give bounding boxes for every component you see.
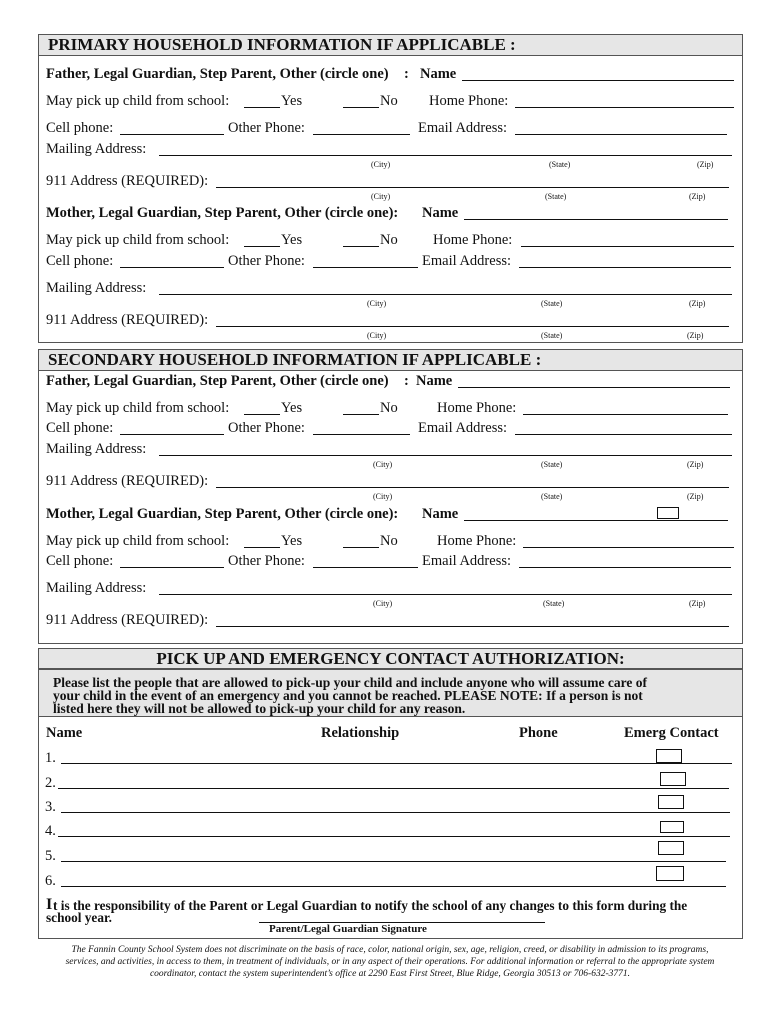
father-pickup-no-label: No: [380, 93, 398, 109]
contact-row-number: 1.: [45, 750, 56, 766]
nondiscrimination-line2: services, and activities, in access to them, in treatment of individuals, or in any aspect of their operations. For additional information or referral to the appropriate system: [65, 957, 715, 967]
zip-caption: (Zip): [697, 160, 714, 169]
father-pickup-label: May pick up child from school:: [46, 93, 230, 109]
father-guardian-label: Father, Legal Guardian, Step Parent, Other (circle one): [46, 66, 389, 82]
zip-caption: (Zip): [687, 492, 704, 501]
nondiscrimination-line1: The Fannin County School System does not discriminate on the basis of race, color, national origin, sex, age, religion, creed, or disability in admission to its programs,: [71, 945, 709, 955]
sec-mother-mailing-label: Mailing Address:: [46, 580, 147, 596]
responsibility-line1: t is the responsibility of the Parent or Legal Guardian to notify the school of any changes to this form during the: [53, 898, 688, 913]
zip-caption: (Zip): [687, 331, 704, 340]
sec-mother-email-field[interactable]: [519, 567, 731, 568]
primary-household-title: PRIMARY HOUSEHOLD INFORMATION IF APPLICABLE :: [48, 35, 516, 54]
father-cell-phone-field[interactable]: [120, 134, 224, 135]
sec-mother-911-field[interactable]: [216, 626, 729, 627]
sec-father-home-phone-field[interactable]: [523, 414, 728, 415]
contact-row-number: 3.: [45, 799, 56, 815]
col-name-header: Name: [46, 725, 83, 741]
mother-pickup-no-field[interactable]: [343, 246, 379, 247]
mother-other-phone-label: Other Phone:: [228, 253, 305, 269]
mother-911-field[interactable]: [216, 326, 729, 327]
mother-pickup-yes-field[interactable]: [244, 246, 280, 247]
mother-email-field[interactable]: [519, 267, 731, 268]
mother-guardian-label: Mother, Legal Guardian, Step Parent, Other (circle one):: [46, 205, 399, 221]
city-caption: (City): [371, 192, 391, 201]
pickup-instructions-line3: listed here they will not be allowed to pick-up your child for any reason.: [53, 701, 466, 716]
sec-father-guardian-label: Father, Legal Guardian, Step Parent, Other (circle one): [46, 373, 389, 389]
sec-father-name-field[interactable]: [458, 387, 730, 388]
contact-row-4-field[interactable]: [58, 836, 730, 837]
city-caption: (City): [373, 599, 393, 608]
primary-household-header: [38, 34, 743, 56]
father-other-phone-field[interactable]: [313, 134, 410, 135]
father-911-label: 911 Address (REQUIRED):: [46, 173, 209, 189]
contact-row-number: 4.: [45, 823, 56, 839]
contact-row-number: 2.: [45, 775, 56, 791]
nondiscrimination-line3: coordinator, contact the system superintendent’s office at 2290 East First Street, Blue Ridge, Georgia 30513 or 706-632-3771.: [149, 969, 631, 979]
sec-mother-other-phone-label: Other Phone:: [228, 553, 305, 569]
contact-row-5-field[interactable]: [61, 861, 726, 862]
sec-mother-name-label: Name: [422, 506, 459, 522]
sec-father-email-field[interactable]: [515, 434, 732, 435]
sec-father-pickup-no-field[interactable]: [343, 414, 379, 415]
contact-row-6-field[interactable]: [61, 886, 726, 887]
responsibility-line2: school year.: [46, 910, 112, 925]
sec-mother-home-phone-field[interactable]: [523, 547, 734, 548]
sec-father-name-label: Name: [416, 373, 453, 389]
sec-mother-pickup-no-field[interactable]: [343, 547, 379, 548]
emerg-contact-checkbox-3[interactable]: [658, 795, 684, 809]
sec-mother-home-phone-label: Home Phone:: [437, 533, 517, 549]
father-name-field[interactable]: [462, 80, 734, 81]
pickup-header-title: PICK UP AND EMERGENCY CONTACT AUTHORIZATION:: [156, 649, 625, 668]
zip-caption: (Zip): [689, 299, 706, 308]
sec-father-pickup-yes-label: Yes: [281, 400, 303, 416]
father-pickup-no-field[interactable]: [343, 107, 379, 108]
father-pickup-yes-label: Yes: [281, 93, 303, 109]
mother-911-label: 911 Address (REQUIRED):: [46, 312, 209, 328]
city-caption: (City): [371, 160, 391, 169]
mother-cell-phone-label: Cell phone:: [46, 253, 114, 269]
sec-mother-pickup-yes-label: Yes: [281, 533, 303, 549]
city-caption: (City): [373, 460, 393, 469]
sec-mother-name-field[interactable]: [464, 520, 728, 521]
col-phone-header: Phone: [519, 725, 558, 741]
sec-father-mailing-label: Mailing Address:: [46, 441, 147, 457]
sec-mother-pickup-yes-field[interactable]: [244, 547, 280, 548]
responsibility-initial: I: [46, 896, 53, 913]
mother-email-label: Email Address:: [422, 253, 512, 269]
father-home-phone-field[interactable]: [515, 107, 734, 108]
mother-name-label: Name: [422, 205, 459, 221]
sec-mother-pickup-no-label: No: [380, 533, 398, 549]
father-pickup-yes-field[interactable]: [244, 107, 280, 108]
father-mailing-field[interactable]: [159, 155, 732, 156]
emerg-contact-checkbox-5[interactable]: [658, 841, 684, 855]
city-caption: (City): [373, 492, 393, 501]
mother-pickup-label: May pick up child from school:: [46, 232, 230, 248]
city-caption: (City): [367, 331, 387, 340]
zip-caption: (Zip): [689, 192, 706, 201]
state-caption: (State): [541, 299, 563, 308]
colon: :: [404, 373, 409, 389]
mother-pickup-yes-label: Yes: [281, 232, 303, 248]
sec-father-pickup-yes-field[interactable]: [244, 414, 280, 415]
father-other-phone-label: Other Phone:: [228, 120, 305, 136]
sec-father-other-phone-field[interactable]: [313, 434, 410, 435]
mother-mailing-field[interactable]: [159, 294, 732, 295]
signature-label: Parent/Legal Guardian Signature: [269, 923, 427, 935]
sec-mother-other-phone-field[interactable]: [313, 567, 418, 568]
father-email-field[interactable]: [515, 134, 727, 135]
col-relationship-header: Relationship: [321, 725, 400, 741]
sec-mother-email-label: Email Address:: [422, 553, 512, 569]
col-emerg-header: Emerg Contact: [624, 725, 719, 741]
sec-mother-guardian-label: Mother, Legal Guardian, Step Parent, Other (circle one):: [46, 506, 399, 522]
sec-father-911-field[interactable]: [216, 487, 729, 488]
mother-cell-phone-field[interactable]: [120, 267, 224, 268]
sec-father-cell-phone-field[interactable]: [120, 434, 224, 435]
contact-row-1-field[interactable]: [61, 763, 732, 764]
emerg-contact-checkbox-4[interactable]: [660, 821, 684, 833]
pickup-instructions-line2: your child in the event of an emergency and you cannot be reached. PLEASE NOTE: If a person is not: [53, 688, 643, 703]
emerg-contact-checkbox-1[interactable]: [656, 749, 682, 763]
father-home-phone-label: Home Phone:: [429, 93, 509, 109]
contact-row-number: 6.: [45, 873, 56, 889]
father-mailing-label: Mailing Address:: [46, 141, 147, 157]
sec-mother-pickup-label: May pick up child from school:: [46, 533, 230, 549]
father-email-label: Email Address:: [418, 120, 508, 136]
sec-mother-cell-phone-label: Cell phone:: [46, 553, 114, 569]
father-name-label: Name: [420, 66, 457, 82]
pickup-instructions-line1: Please list the people that are allowed to pick-up your child and include anyone who will assume care of: [53, 675, 648, 690]
secondary-household-title: SECONDARY HOUSEHOLD INFORMATION IF APPLICABLE :: [48, 350, 542, 369]
contact-row-number: 5.: [45, 848, 56, 864]
mother-home-phone-field[interactable]: [521, 246, 734, 247]
contact-row-3-field[interactable]: [61, 812, 730, 813]
secondary-household-header: [38, 349, 743, 371]
state-caption: (State): [541, 331, 563, 340]
state-caption: (State): [541, 492, 563, 501]
father-911-field[interactable]: [216, 187, 729, 188]
sec-father-pickup-no-label: No: [380, 400, 398, 416]
sec-father-cell-phone-label: Cell phone:: [46, 420, 114, 436]
sec-mother-911-label: 911 Address (REQUIRED):: [46, 612, 209, 628]
mother-home-phone-label: Home Phone:: [433, 232, 513, 248]
mother-name-field[interactable]: [464, 219, 728, 220]
state-caption: (State): [541, 460, 563, 469]
emerg-contact-checkbox-2[interactable]: [660, 772, 686, 786]
contact-row-2-field[interactable]: [58, 788, 729, 789]
emerg-contact-checkbox-6[interactable]: [656, 866, 684, 881]
sec-father-mailing-field[interactable]: [159, 455, 732, 456]
sec-father-911-label: 911 Address (REQUIRED):: [46, 473, 209, 489]
sec-father-email-label: Email Address:: [418, 420, 508, 436]
city-caption: (City): [367, 299, 387, 308]
state-caption: (State): [545, 192, 567, 201]
zip-caption: (Zip): [689, 599, 706, 608]
sec-father-home-phone-label: Home Phone:: [437, 400, 517, 416]
sec-father-other-phone-label: Other Phone:: [228, 420, 305, 436]
sec-mother-mailing-field[interactable]: [159, 594, 732, 595]
sec-father-pickup-label: May pick up child from school:: [46, 400, 230, 416]
sec-mother-checkbox[interactable]: [657, 507, 679, 519]
state-caption: (State): [543, 599, 565, 608]
zip-caption: (Zip): [687, 460, 704, 469]
state-caption: (State): [549, 160, 571, 169]
sec-mother-cell-phone-field[interactable]: [120, 567, 224, 568]
mother-other-phone-field[interactable]: [313, 267, 418, 268]
mother-pickup-no-label: No: [380, 232, 398, 248]
colon: :: [404, 66, 409, 82]
mother-mailing-label: Mailing Address:: [46, 280, 147, 296]
father-cell-phone-label: Cell phone:: [46, 120, 114, 136]
